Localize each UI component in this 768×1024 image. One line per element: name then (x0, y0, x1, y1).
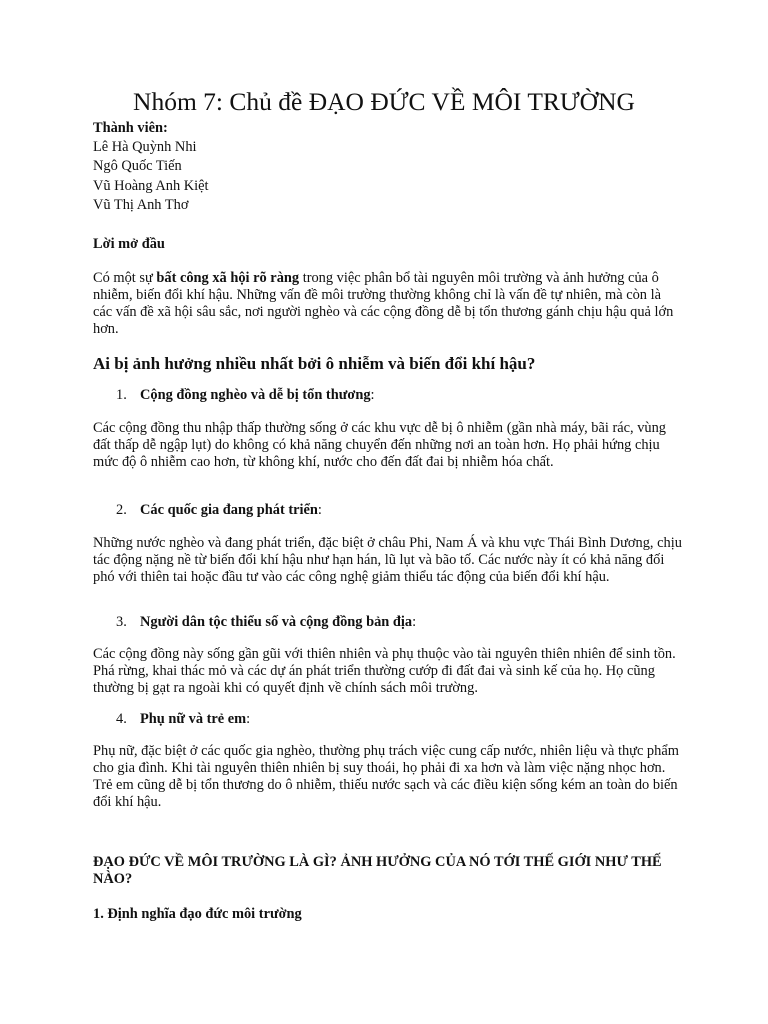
subsection-heading: 1. Định nghĩa đạo đức môi trường (93, 906, 302, 922)
list-item-paragraph: Các cộng đồng thu nhập thấp thường sống ở các khu vực dễ bị ô nhiễm (gần nhà máy, bãi rác, vùng đất thấp dễ ngập lụt) do không có khả năng chuyển đến những nơi an toàn hơn. Họ phải hứng chịu mức độ ô nhiễm cao hơn, từ không khí, nước cho đến đất đai bị nhiễm hóa chất. (93, 420, 666, 470)
list-number: 1. (116, 387, 127, 403)
list-item-suffix: : (317, 502, 322, 518)
question-heading: Ai bị ảnh hưởng nhiều nhất bởi ô nhiễm và biến đổi khí hậu? (93, 354, 536, 373)
list-item-title: Các quốc gia đang phát triển (140, 502, 318, 518)
intro-prefix: Có một sự (93, 270, 157, 286)
list-item-paragraph: Phụ nữ, đặc biệt ở các quốc gia nghèo, thường phụ trách việc cung cấp nước, nhiên liệu và thực phẩm cho gia đình. Khi tài nguyên thiên nhiên bị suy thoái, họ phải đi xa hơn và làm việc nặng nhọc hơn. Trẻ em cũng dễ bị tổn thương do ô nhiễm, thiếu nước sạch và các điều kiện sống kém an toàn do biến đổi khí hậu. (93, 743, 679, 810)
list-item-paragraph: Những nước nghèo và đang phát triển, đặc biệt ở châu Phi, Nam Á và khu vực Thái Bình Dương, chịu tác động nặng nề từ biến đổi khí hậu như hạn hán, lũ lụt và bão tố. Các nước này ít có khả năng đối phó với thiên tai hoặc đầu tư vào các công nghệ giảm thiểu tác động của biến đổi khí hậu. (93, 535, 682, 585)
list-item-suffix: : (412, 614, 417, 630)
document-title: Nhóm 7: Chủ đề ĐẠO ĐỨC VỀ MÔI TRƯỜNG (133, 87, 635, 116)
member-name: Ngô Quốc Tiến (93, 158, 182, 174)
list-item-2 (116, 502, 322, 519)
list-number: 4. (116, 711, 127, 727)
list-item-suffix: : (246, 711, 251, 727)
list-item-1 (116, 387, 375, 404)
member-name: Lê Hà Quỳnh Nhi (93, 139, 197, 155)
intro-paragraph (93, 270, 683, 338)
list-item-paragraph: Các cộng đồng này sống gần gũi với thiên nhiên và phụ thuộc vào tài nguyên thiên nhiên để sinh tồn. Phá rừng, khai thác mỏ và các dự án phát triển thường cướp đi đất đai và sinh kế của họ. Họ cũng thường bị gạt ra ngoài khi có quyết định về chính sách môi trường. (93, 646, 676, 696)
list-item-suffix: : (370, 387, 375, 403)
list-item-title: Phụ nữ và trẻ em (140, 711, 247, 727)
list-number: 2. (116, 502, 127, 518)
list-item-3 (116, 614, 416, 631)
intro-emphasis: bất công xã hội rõ ràng (156, 270, 300, 286)
list-item-title: Người dân tộc thiểu số và cộng đồng bản địa (140, 614, 413, 630)
intro-rest: trong việc phân bổ tài nguyên môi trường và ảnh hưởng của ô nhiễm, biến đổi khí hậu. Những vấn đề môi trường thường không chỉ là vấn đề tự nhiên, mà còn là các vấn đề xã hội sâu sắc, nơi người nghèo và các cộng đồng dễ bị tổn thương gánh chịu hậu quả lớn hơn. (93, 270, 674, 337)
list-number: 3. (116, 614, 127, 630)
intro-heading: Lời mở đầu (93, 236, 165, 252)
member-name: Vũ Thị Anh Thơ (93, 197, 189, 213)
member-name: Vũ Hoàng Anh Kiệt (93, 178, 209, 194)
members-label: Thành viên: (93, 120, 168, 136)
list-item-4 (116, 711, 250, 728)
section-heading: ĐẠO ĐỨC VỀ MÔI TRƯỜNG LÀ GÌ? ẢNH HƯỞNG CỦA NÓ TỚI THẾ GIỚI NHƯ THẾ NÀO? (93, 854, 662, 887)
list-item-title: Cộng đồng nghèo và dễ bị tổn thương (140, 387, 371, 403)
